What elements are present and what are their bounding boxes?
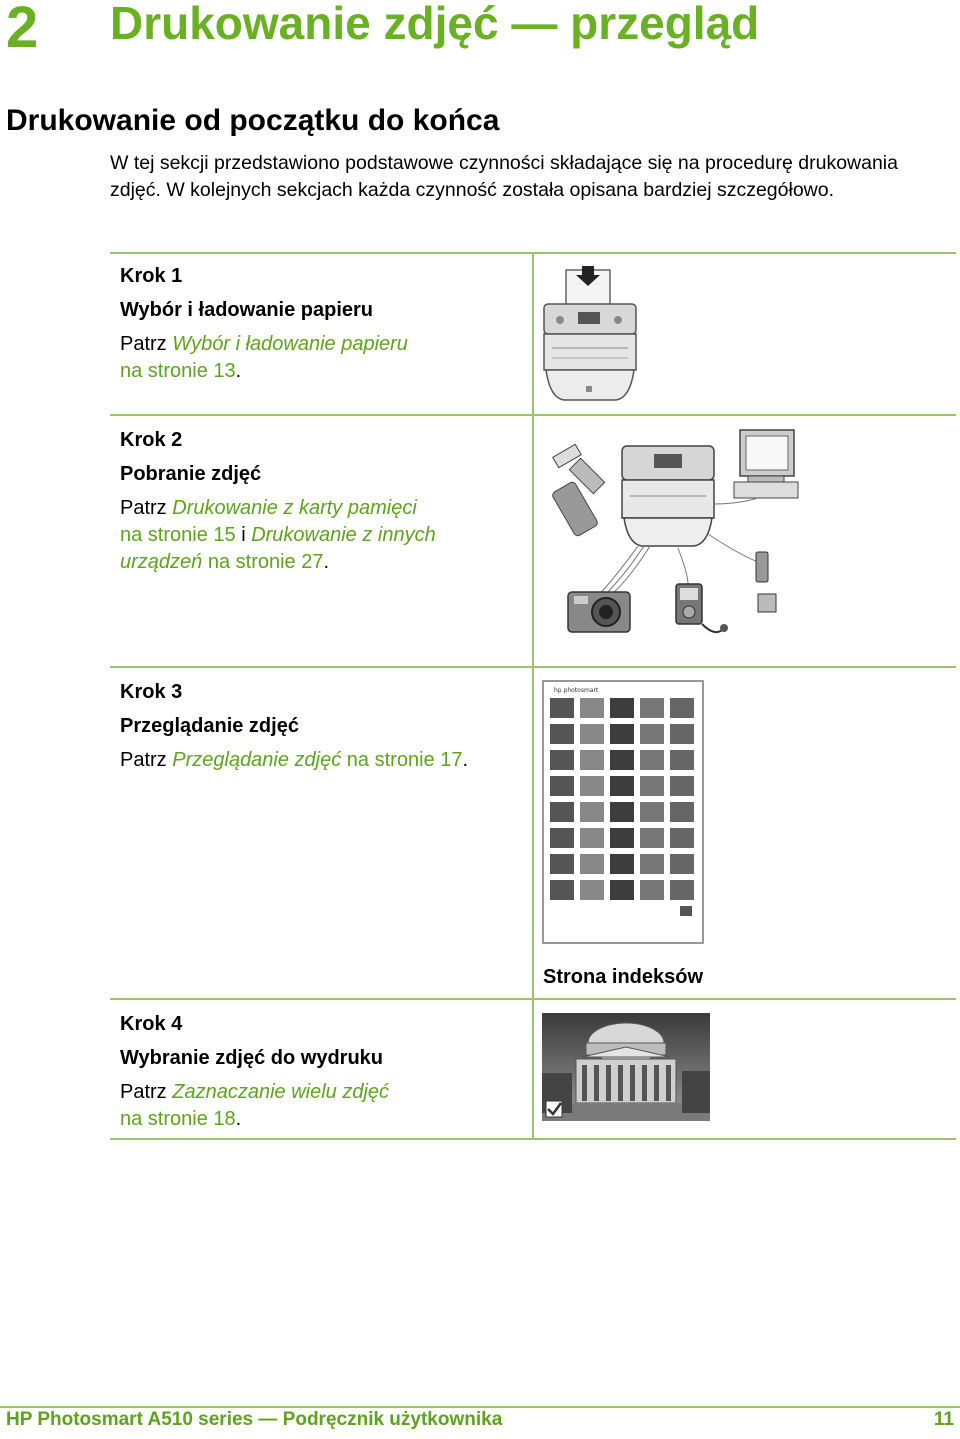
index-thumbnail: [610, 854, 634, 874]
step-page-ref[interactable]: na stronie 17: [341, 749, 463, 771]
index-thumbnail: [580, 698, 604, 718]
step-heading: Wybranie zdjęć do wydruku: [120, 1047, 384, 1069]
step-label: Krok 2: [120, 429, 183, 451]
index-thumbnail: [610, 698, 634, 718]
index-thumbnail: [640, 698, 664, 718]
chapter-title: Drukowanie zdjęć — przegląd: [110, 0, 760, 49]
printer-paper-illustration: [540, 262, 640, 404]
footer-title: HP Photosmart A510 series — Podręcznik użytkownika: [6, 1409, 503, 1430]
intro-paragraph: W tej sekcji przedstawiono podstawowe czynności składające się na procedurę drukowania zdjęć. W kolejnych sekcjach każda czynność została opisana bardziej szczegółowo.: [110, 152, 898, 201]
page-number: 11: [933, 1409, 954, 1430]
index-thumbnail: [640, 750, 664, 770]
index-thumbnail: [610, 802, 634, 822]
index-thumbnail: [670, 880, 694, 900]
index-thumbnail: [670, 802, 694, 822]
chapter-number: 2: [6, 0, 39, 60]
index-thumbnail: [550, 828, 574, 848]
index-thumbnail: [550, 880, 574, 900]
hp-logo-icon: [680, 906, 692, 916]
index-thumbnail: [580, 776, 604, 796]
camera-icon: [568, 592, 630, 632]
step-heading: Wybór i ładowanie papieru: [120, 299, 374, 321]
index-thumbnail: [670, 776, 694, 796]
index-thumbnail: [670, 724, 694, 744]
phone-icon: [756, 552, 776, 612]
down-arrow-icon: [582, 266, 594, 276]
index-thumbnail: [550, 854, 574, 874]
index-thumbnail: [610, 828, 634, 848]
index-thumbnail: [670, 854, 694, 874]
column-divider: [532, 252, 534, 1140]
step-4: [120, 1011, 520, 1133]
printer-icon: [622, 446, 714, 546]
index-thumbnail: [640, 880, 664, 900]
step-label: Krok 1: [120, 265, 183, 287]
index-thumbnail: [580, 854, 604, 874]
index-thumbnail: [580, 750, 604, 770]
index-thumbnail: [640, 828, 664, 848]
step-reference: Patrz Wybór i ładowanie papieru na stronie 13.: [120, 333, 408, 382]
index-thumbnail: [640, 854, 664, 874]
step-label: Krok 3: [120, 681, 183, 703]
index-thumbnail: [580, 724, 604, 744]
index-thumbnail: [670, 828, 694, 848]
index-thumbnail: [580, 828, 604, 848]
step-link[interactable]: Przeglądanie zdjęć: [172, 749, 342, 771]
step-link[interactable]: Drukowanie z karty pamięci: [172, 497, 417, 519]
index-thumbnail: [550, 724, 574, 744]
index-thumbnail: [610, 880, 634, 900]
printer-base: [546, 370, 634, 400]
footer-rule: [0, 1406, 960, 1408]
printer-body: [544, 334, 636, 370]
index-thumbnail: [550, 750, 574, 770]
index-thumbnail: [580, 880, 604, 900]
usb-drive-icon: [551, 444, 604, 537]
step-reference: Patrz Przeglądanie zdjęć na stronie 17.: [120, 749, 469, 771]
step-label: Krok 4: [120, 1013, 183, 1035]
step-link[interactable]: Wybór i ładowanie papieru: [172, 333, 408, 355]
index-thumbnail: [670, 698, 694, 718]
step-reference: Patrz Drukowanie z karty pamięci na stronie 15 i Drukowanie z innych urządzeń na stronie 27.: [120, 497, 436, 573]
selected-photo-illustration: [542, 1013, 710, 1121]
building-colonnade: [576, 1059, 676, 1103]
index-thumbnail: [640, 802, 664, 822]
step-page-ref[interactable]: na stronie 18: [120, 1108, 236, 1130]
devices-illustration: [548, 424, 802, 644]
computer-icon: [734, 430, 798, 498]
step-link-2[interactable]: Drukowanie z innych urządzeń: [120, 524, 436, 573]
step-1: [120, 263, 520, 385]
step-page-ref[interactable]: na stronie 15: [120, 524, 236, 546]
index-thumbnail: [550, 776, 574, 796]
index-logo: hp photosmart: [554, 687, 599, 694]
printer-screen: [578, 312, 600, 324]
index-thumbnail: [550, 698, 574, 718]
step-page-ref-2[interactable]: na stronie 27: [202, 551, 324, 573]
step-page-ref[interactable]: na stronie 13: [120, 360, 236, 382]
index-page-illustration: [542, 680, 704, 944]
index-thumbnail: [640, 776, 664, 796]
step-reference: Patrz Zaznaczanie wielu zdjęć na stronie 18.: [120, 1081, 390, 1130]
index-thumbnail: [640, 724, 664, 744]
index-thumbnail: [610, 724, 634, 744]
index-thumbnail: [550, 802, 574, 822]
step-heading: Przeglądanie zdjęć: [120, 715, 299, 737]
index-thumbnail: [610, 750, 634, 770]
index-thumbnail: [610, 776, 634, 796]
media-player-icon: [676, 584, 728, 632]
index-thumbnail: [580, 802, 604, 822]
step-3: [120, 679, 520, 774]
section-title: Drukowanie od początku do końca: [6, 104, 500, 137]
step-2: [120, 427, 520, 576]
index-thumbnail: [670, 750, 694, 770]
index-page-caption: Strona indeksów: [543, 966, 704, 988]
step-link[interactable]: Zaznaczanie wielu zdjęć: [172, 1081, 390, 1103]
step-heading: Pobranie zdjęć: [120, 463, 262, 485]
